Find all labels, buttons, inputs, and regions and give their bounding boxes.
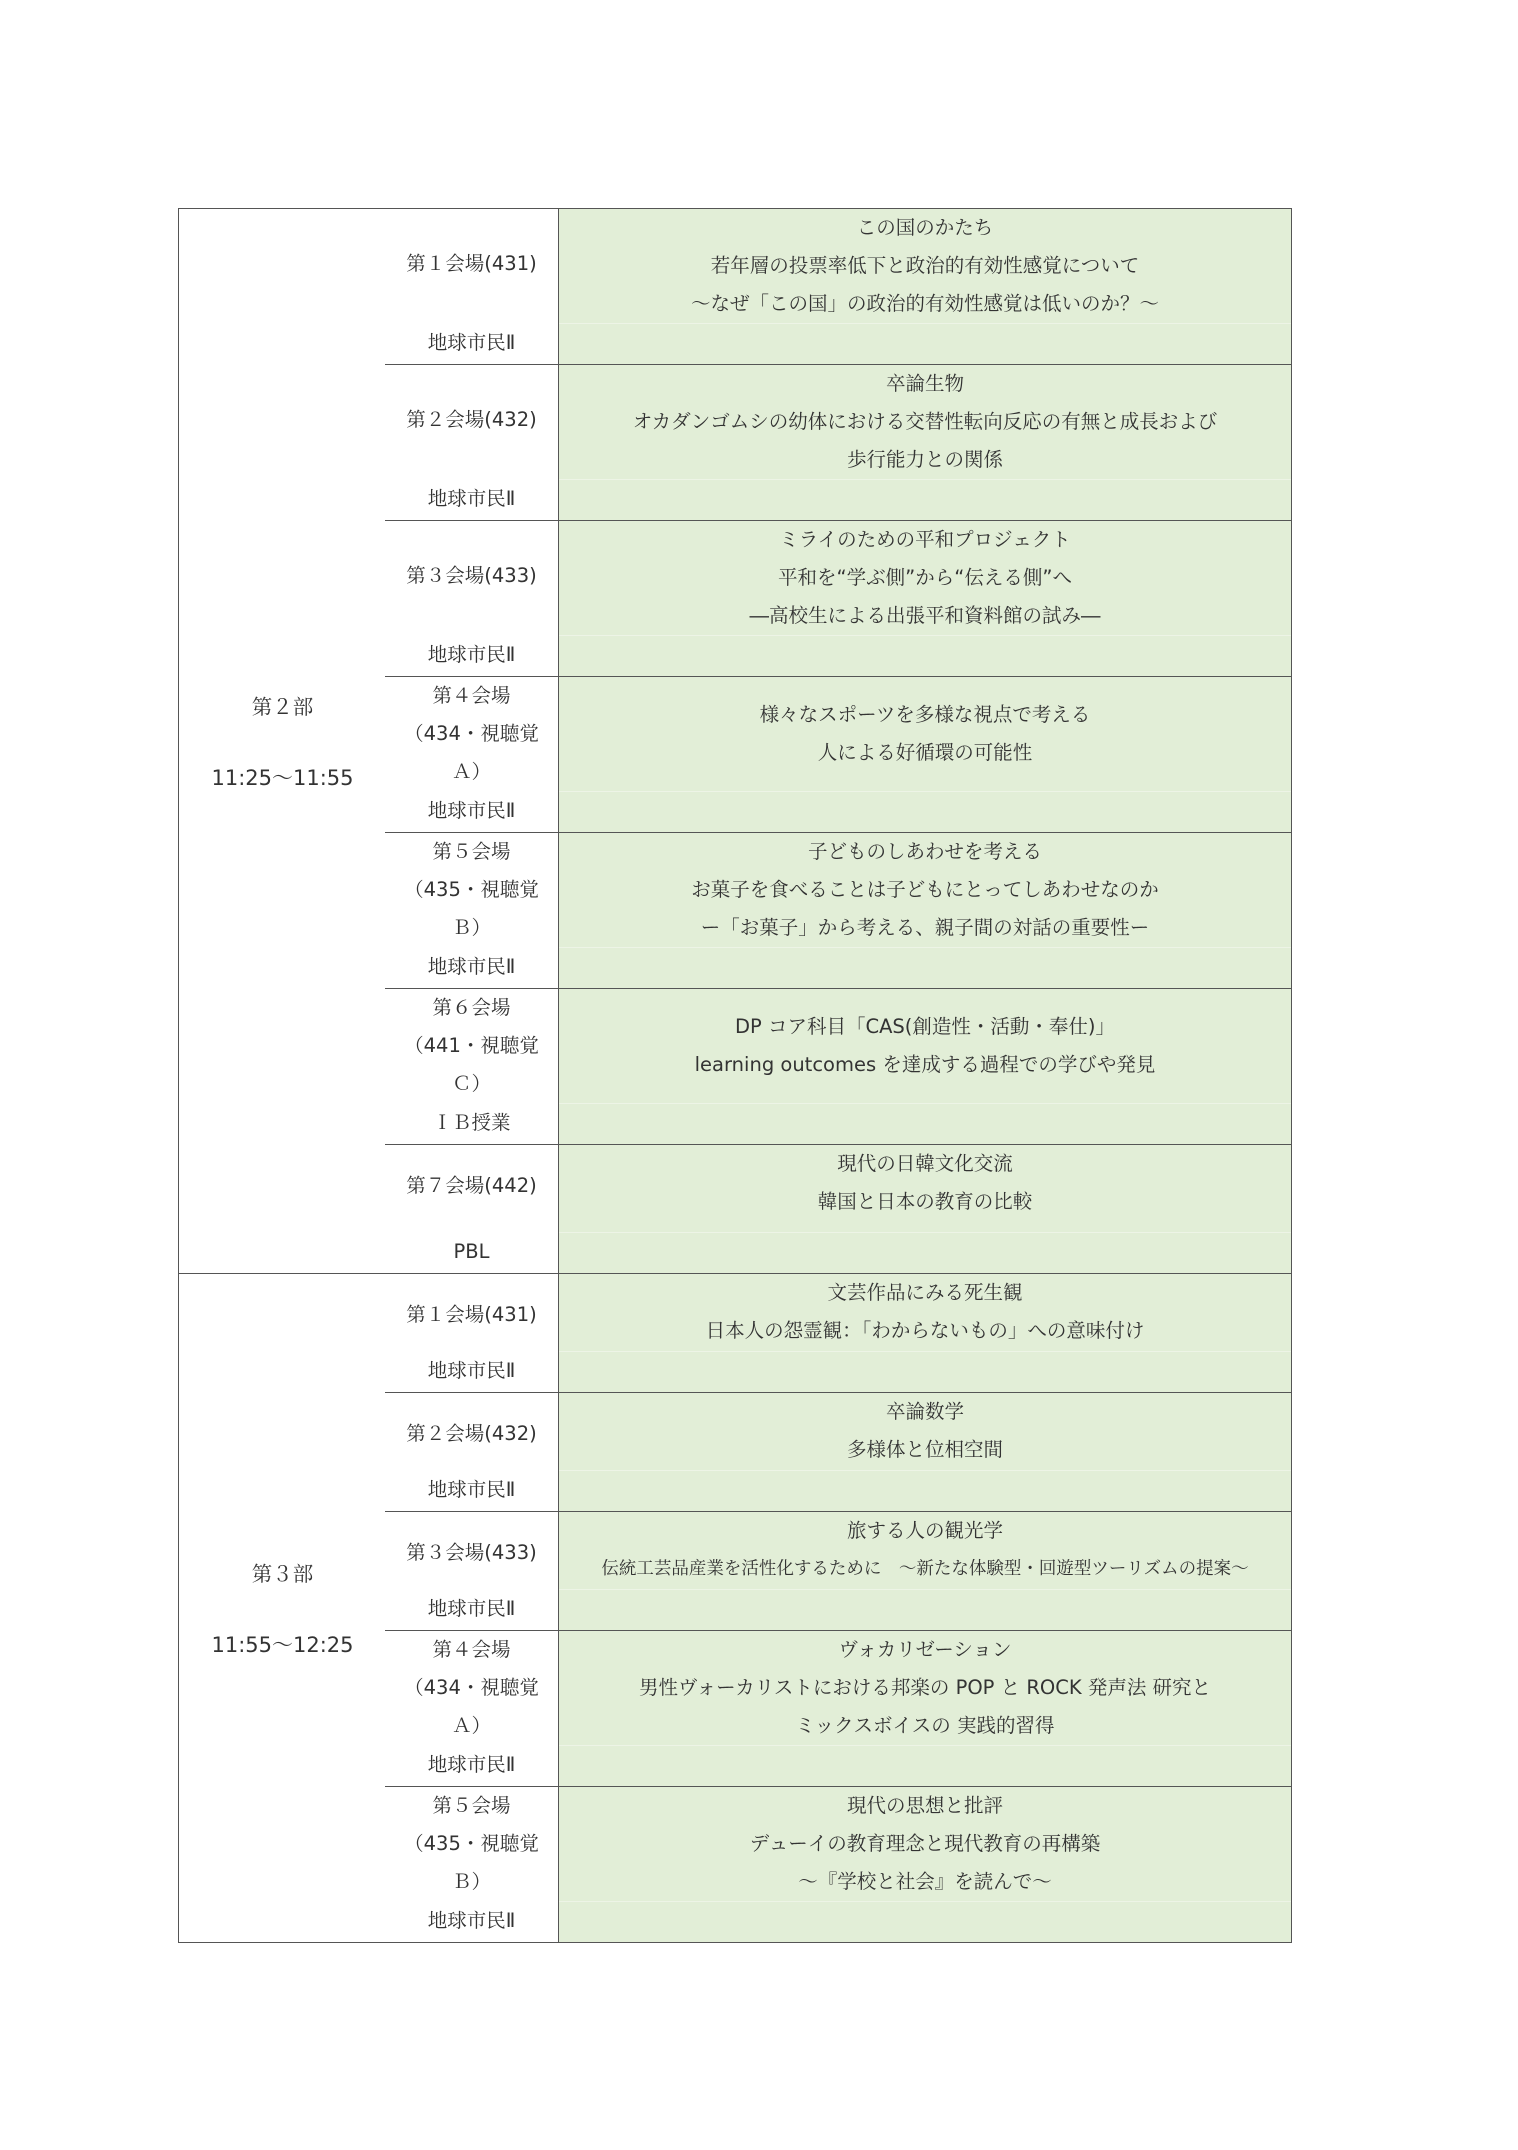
venue-cell — [385, 1512, 558, 1630]
part-name: 第３部 — [251, 1562, 314, 1586]
topic-cell — [558, 521, 1292, 676]
session-row — [385, 1512, 1292, 1631]
venue-cell — [385, 1787, 558, 1942]
topic-cell — [558, 365, 1292, 520]
topic-title: 子どものしあわせを考える — [807, 840, 1042, 863]
venue-name: 第４会場 — [432, 684, 511, 707]
session-row — [385, 1631, 1292, 1787]
part-label — [178, 1274, 387, 1942]
topic-cell — [558, 1145, 1292, 1273]
topic-cell — [558, 1631, 1292, 1786]
venue-name: 第６会場 — [432, 996, 511, 1019]
part-label — [178, 209, 387, 1273]
session-row — [385, 365, 1292, 521]
venue-name: Ｃ） — [451, 1072, 491, 1095]
topic-line: ー「お菓子」から考える、親子間の対話の重要性ー — [700, 916, 1150, 939]
topic-cell — [558, 209, 1292, 364]
topic-cell — [558, 677, 1292, 832]
part-time: 11:55〜12:25 — [211, 1633, 354, 1657]
venue-name: （435・視聴覚 — [404, 1832, 539, 1855]
session-row — [385, 1274, 1292, 1393]
topic-line: 〜『学校と社会』を読んで〜 — [798, 1870, 1052, 1893]
topic-line: 男性ヴォーカリストにおける邦楽の POP と ROCK 発声法 研究と — [638, 1676, 1212, 1699]
course-group: 地球市民Ⅱ — [427, 1909, 516, 1932]
venue-cell — [385, 1274, 558, 1392]
part-time: 11:25〜11:55 — [211, 766, 354, 790]
topic-line: 人による好循環の可能性 — [817, 741, 1033, 764]
topic-cell — [558, 1393, 1292, 1511]
course-group: 地球市民Ⅱ — [427, 1478, 516, 1501]
session-row — [385, 677, 1292, 833]
venue-name: （434・視聴覚 — [404, 722, 539, 745]
venue-cell — [385, 677, 558, 832]
course-group: 地球市民Ⅱ — [427, 1359, 516, 1382]
venue-cell — [385, 833, 558, 988]
schedule-table — [178, 208, 1292, 1943]
venue-name: 第７会場(442) — [406, 1174, 537, 1197]
topic-line: ―高校生による出張平和資料館の試み― — [749, 604, 1101, 627]
topic-title: 現代の思想と批評 — [846, 1794, 1003, 1817]
course-group: 地球市民Ⅱ — [427, 1597, 516, 1620]
topic-line: 日本人の怨霊観：「わからないもの」への意味付け — [705, 1319, 1145, 1342]
topic-cell — [558, 1787, 1292, 1942]
venue-name: 第１会場(431) — [406, 1303, 537, 1326]
topic-cell — [558, 989, 1292, 1144]
topic-line: 多様体と位相空間 — [846, 1438, 1003, 1461]
venue-name: 第５会場 — [432, 1794, 511, 1817]
topic-line: デューイの教育理念と現代教育の再構築 — [749, 1832, 1101, 1855]
topic-cell — [558, 1512, 1292, 1630]
session-row — [385, 1393, 1292, 1512]
topic-title: ミライのための平和プロジェクト — [779, 528, 1071, 551]
topic-line: learning outcomes を達成する過程での学びや発見 — [694, 1053, 1156, 1076]
course-group: 地球市民Ⅱ — [427, 799, 516, 822]
topic-title: 旅する人の観光学 — [846, 1519, 1003, 1542]
course-group: 地球市民Ⅱ — [427, 1753, 516, 1776]
venue-name: Ａ） — [451, 1714, 491, 1737]
venue-name: （434・視聴覚 — [404, 1676, 539, 1699]
venue-name: 第１会場(431) — [406, 252, 537, 275]
course-group: 地球市民Ⅱ — [427, 487, 516, 510]
topic-line: 伝統工芸品産業を活性化するために 〜新たな体験型・回遊型ツーリズムの提案〜 — [601, 1559, 1249, 1579]
course-group: 地球市民Ⅱ — [427, 331, 516, 354]
venue-name: Ａ） — [451, 760, 491, 783]
venue-name: （435・視聴覚 — [404, 878, 539, 901]
part-block — [178, 208, 1292, 1274]
topic-title: この国のかたち — [856, 216, 994, 239]
topic-cell — [558, 833, 1292, 988]
venue-name: Ｂ） — [451, 1870, 491, 1893]
venue-cell — [385, 1145, 558, 1273]
session-row — [385, 833, 1292, 989]
course-group: ＩＢ授業 — [432, 1111, 511, 1134]
topic-line: 若年層の投票率低下と政治的有効性感覚について — [710, 254, 1140, 277]
topic-title: ヴォカリゼーション — [838, 1638, 1012, 1661]
topic-title: 卒論生物 — [885, 372, 964, 395]
venue-name: 第２会場(432) — [406, 1422, 537, 1445]
topic-title: 様々なスポーツを多様な視点で考える — [759, 703, 1091, 726]
topic-cell — [558, 1274, 1292, 1392]
course-group: 地球市民Ⅱ — [427, 643, 516, 666]
venue-cell — [385, 1393, 558, 1511]
topic-title: 現代の日韓文化交流 — [837, 1152, 1013, 1175]
venue-name: 第３会場(433) — [406, 564, 537, 587]
topic-line: 韓国と日本の教育の比較 — [817, 1190, 1033, 1213]
part-name: 第２部 — [251, 695, 314, 719]
session-row — [385, 209, 1292, 365]
venue-cell — [385, 989, 558, 1144]
venue-name: 第５会場 — [432, 840, 511, 863]
venue-name: 第４会場 — [432, 1638, 511, 1661]
venue-name: 第２会場(432) — [406, 408, 537, 431]
session-row — [385, 989, 1292, 1145]
topic-line: 〜なぜ「この国」の政治的有効性感覚は低いのか？〜 — [690, 292, 1159, 315]
venue-name: Ｂ） — [451, 916, 491, 939]
topic-line: お菓子を食べることは子どもにとってしあわせなのか — [691, 878, 1159, 901]
venue-cell — [385, 209, 558, 364]
venue-cell — [385, 365, 558, 520]
course-group: PBL — [453, 1240, 490, 1263]
topic-line: オカダンゴムシの幼体における交替性転向反応の有無と成長および — [632, 410, 1218, 433]
course-group: 地球市民Ⅱ — [427, 955, 516, 978]
session-row — [385, 1787, 1292, 1942]
venue-cell — [385, 1631, 558, 1786]
topic-line: 歩行能力との関係 — [846, 448, 1003, 471]
venue-name: （441・視聴覚 — [404, 1034, 539, 1057]
venue-cell — [385, 521, 558, 676]
venue-name: 第３会場(433) — [406, 1541, 537, 1564]
session-row — [385, 521, 1292, 677]
topic-line: ミックスボイスの 実践的習得 — [795, 1714, 1055, 1737]
part-block — [178, 1274, 1292, 1943]
topic-line: 平和を“学ぶ側”から“伝える側”へ — [778, 566, 1072, 589]
topic-title: DP コア科目「CAS(創造性・活動・奉仕)」 — [734, 1015, 1116, 1038]
topic-title: 卒論数学 — [885, 1400, 964, 1423]
topic-title: 文芸作品にみる死生観 — [827, 1281, 1023, 1304]
session-row — [385, 1145, 1292, 1273]
